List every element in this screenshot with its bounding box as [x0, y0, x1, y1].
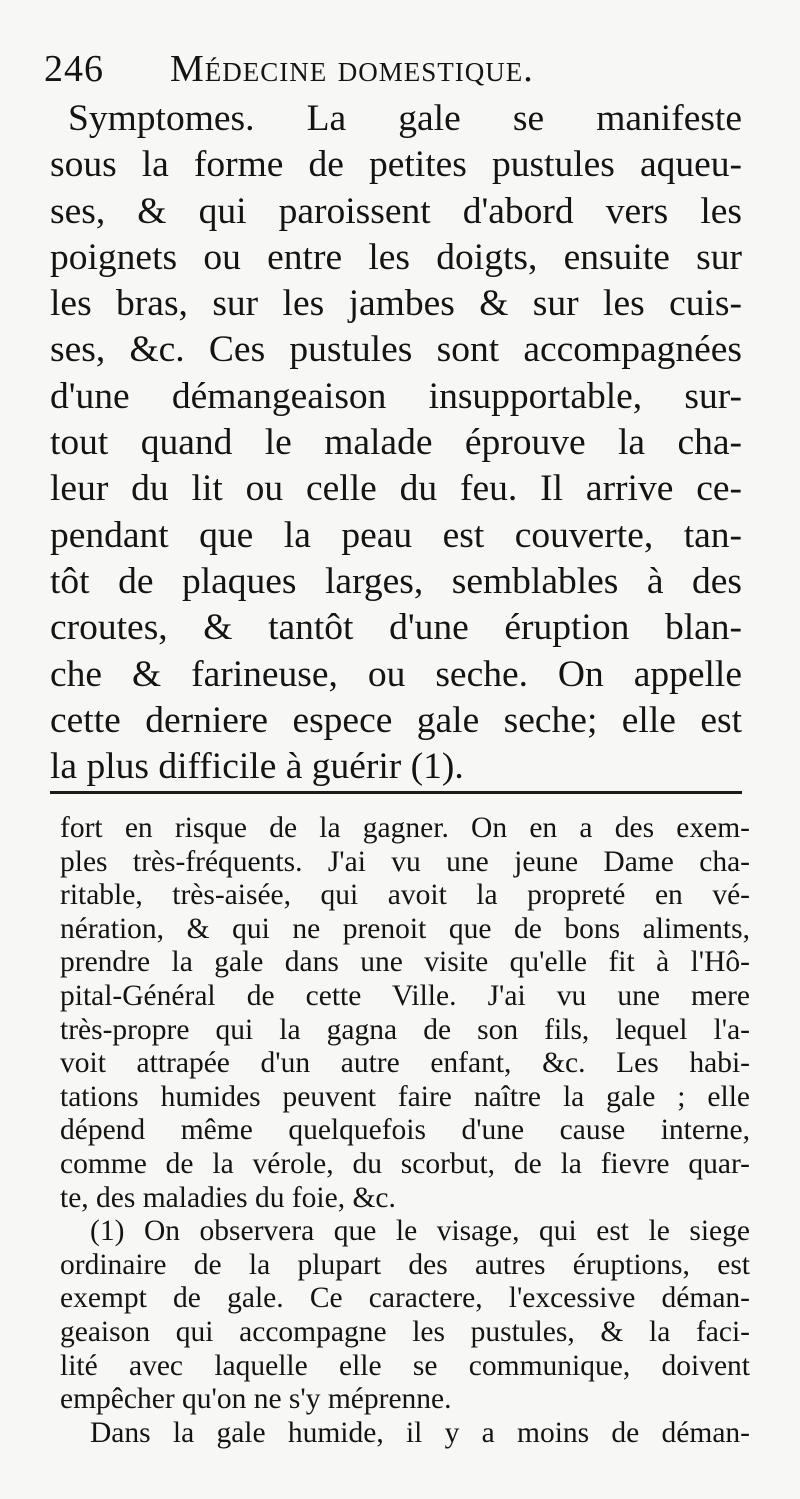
footnote-line: geaison qui accompagne les pustules, & la faci-: [60, 1315, 750, 1348]
text-line: tout quand le malade éprouve la cha-: [50, 422, 742, 464]
main-text-block: [50, 96, 742, 790]
text-line: pendant que la peau est couverte, tan-: [50, 514, 742, 556]
footnote-line: prendre la gale dans une visite qu'elle fit à l'Hô-: [60, 946, 750, 979]
footnote-line: voit attrapée d'un autre enfant, &c. Les habi-: [60, 1047, 750, 1080]
text-line: leur du lit ou celle du feu. Il arrive ce-: [50, 468, 742, 510]
footnote-line: empêcher qu'on ne s'y méprenne.: [60, 1383, 452, 1416]
text-line: Symptomes. La gale se manifeste: [68, 98, 742, 139]
footnote-line: ples très-fréquents. J'ai vu une jeune Dame cha-: [60, 845, 750, 878]
text-line: poignets ou entre les doigts, ensuite sur: [50, 236, 742, 278]
footnote-line: lité avec laquelle elle se communique, doivent: [60, 1349, 750, 1382]
text-line: les bras, sur les jambes & sur les cuis-: [50, 283, 742, 325]
running-title: Médecine domestique.: [170, 48, 534, 90]
footnote-line: pital-Général de cette Ville. J'ai vu une mere: [60, 979, 750, 1012]
footnote-line: ordinaire de la plupart des autres éruptions, est: [60, 1248, 750, 1281]
text-line: la plus difficile à guérir (1).: [50, 746, 464, 788]
footnote-divider: [50, 791, 742, 794]
text-line: sous la forme de petites pustules aqueu-: [50, 144, 742, 186]
footnote-line: (1) On observera que le visage, qui est le siege: [90, 1215, 750, 1248]
footnote-line: Dans la gale humide, il y a moins de déman-: [90, 1416, 750, 1449]
text-line: che & farineuse, ou seche. On appelle: [50, 653, 742, 695]
footnotes-block: [60, 812, 750, 1450]
text-line: ses, & qui paroissent d'abord vers les: [50, 190, 742, 232]
text-line: d'une démangeaison insupportable, sur-: [50, 375, 742, 417]
footnote-line: fort en risque de la gagner. On en a des exem-: [60, 812, 750, 844]
page-header: [44, 44, 764, 94]
page-number: 246: [44, 48, 104, 90]
text-line: croutes, & tantôt d'une éruption blan-: [50, 607, 742, 649]
footnote-line: nération, & qui ne prenoit que de bons aliments,: [60, 912, 750, 945]
text-line: tôt de plaques larges, semblables à des: [50, 560, 742, 602]
footnote-line: dépend même quelquefois d'une cause interne,: [60, 1114, 750, 1147]
footnote-line: tations humides peuvent faire naître la gale ; elle: [60, 1080, 750, 1113]
footnote-line: comme de la vérole, du scorbut, de la fievre quar-: [60, 1147, 750, 1180]
footnote-line: exempt de gale. Ce caractere, l'excessive déman-: [60, 1282, 750, 1315]
text-line: ses, &c. Ces pustules sont accompagnées: [50, 329, 742, 371]
footnote-line: très-propre qui la gagna de son fils, lequel l'a-: [60, 1013, 750, 1046]
footnote-line: ritable, très-aisée, qui avoit la propreté en vé-: [60, 879, 750, 912]
text-line: cette derniere espece gale seche; elle est: [50, 699, 742, 741]
footnote-line: te, des maladies du foie, &c.: [60, 1181, 396, 1214]
